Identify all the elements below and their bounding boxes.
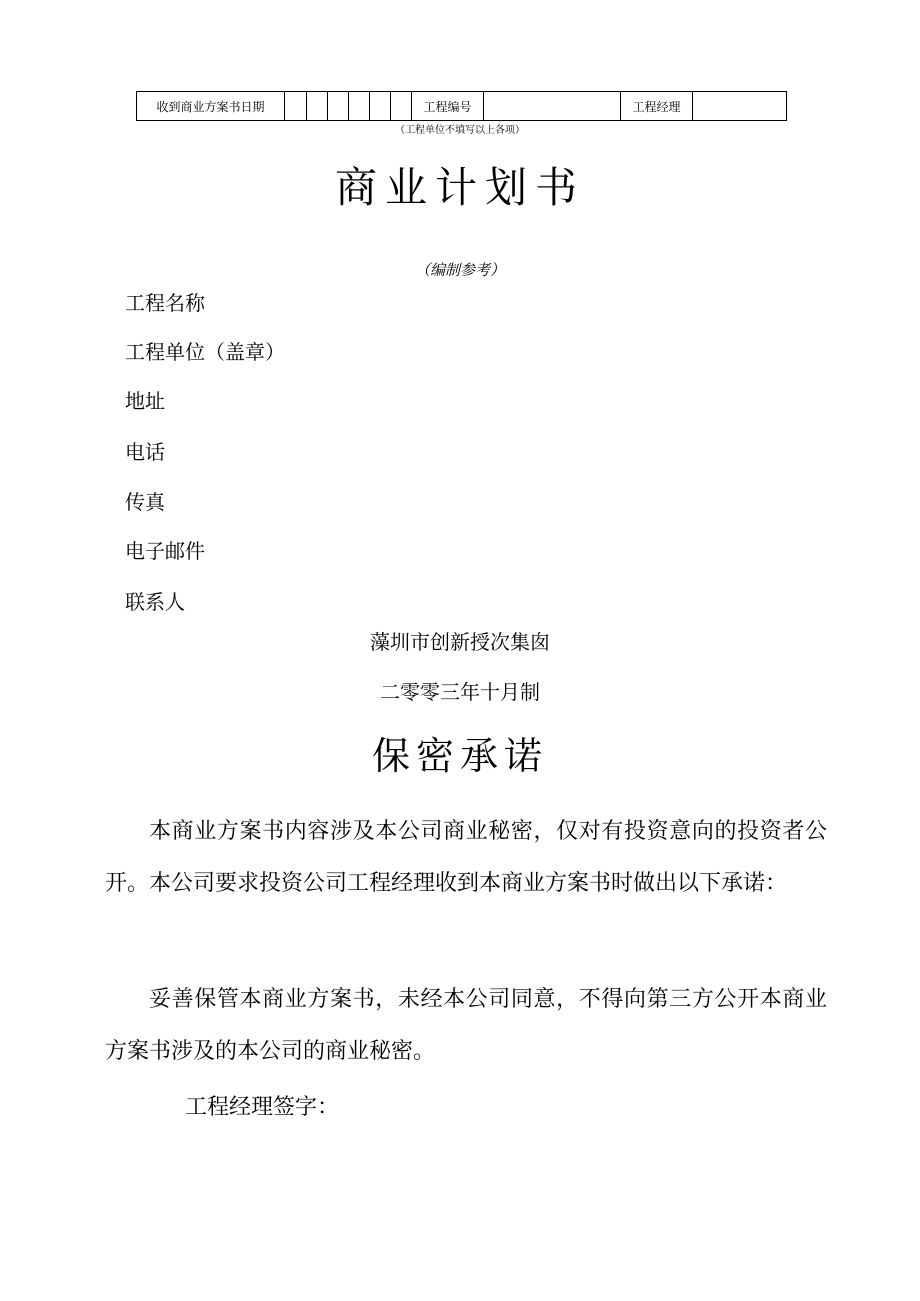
project-unit-label: 工程单位（盖章） (125, 340, 285, 364)
project-manager-label: 工程经理 (621, 92, 693, 121)
phone-label: 电话 (125, 440, 165, 464)
project-number-label: 工程编号 (412, 92, 484, 121)
email-label: 电子邮件 (125, 539, 205, 563)
date-digit-cell[interactable] (391, 92, 412, 121)
date-digit-cell[interactable] (285, 92, 307, 121)
date-digit-cell[interactable] (370, 92, 391, 121)
header-note: （工程单位不填写以上各项） (395, 125, 525, 136)
address-label: 地址 (125, 389, 165, 413)
date-digit-cell[interactable] (307, 92, 328, 121)
contact-label: 联系人 (125, 590, 185, 614)
document-title: 商业计划书 (334, 163, 585, 212)
date-digit-cell[interactable] (328, 92, 349, 121)
document-subtitle: （编制参考） (414, 261, 505, 279)
project-number-cell[interactable] (484, 92, 621, 121)
confidentiality-paragraph-1: 本商业方案书内容涉及本公司商业秘密，仅对有投资意向的投资者公开。本公司要求投资公司工程经理收到本商业方案书时做出以下承诺： (105, 819, 827, 896)
confidentiality-paragraph-2: 妥善保管本商业方案书，未经本公司同意，不得向第三方公开本商业方案书涉及的本公司的商业秘密。 (105, 987, 827, 1064)
confidentiality-title: 保密承诺 (371, 734, 548, 778)
receipt-info-table (136, 91, 787, 121)
issuer-name: 藻圳市创新授次集囱 (370, 630, 550, 654)
fax-label: 传真 (125, 490, 165, 514)
project-name-label: 工程名称 (125, 291, 205, 315)
received-date-label: 收到商业方案书日期 (137, 92, 285, 121)
issue-date: 二零零三年十月制 (380, 680, 540, 704)
date-digit-cell[interactable] (349, 92, 370, 121)
signature-label: 工程经理签字： (185, 1095, 340, 1120)
project-manager-cell[interactable] (693, 92, 787, 121)
